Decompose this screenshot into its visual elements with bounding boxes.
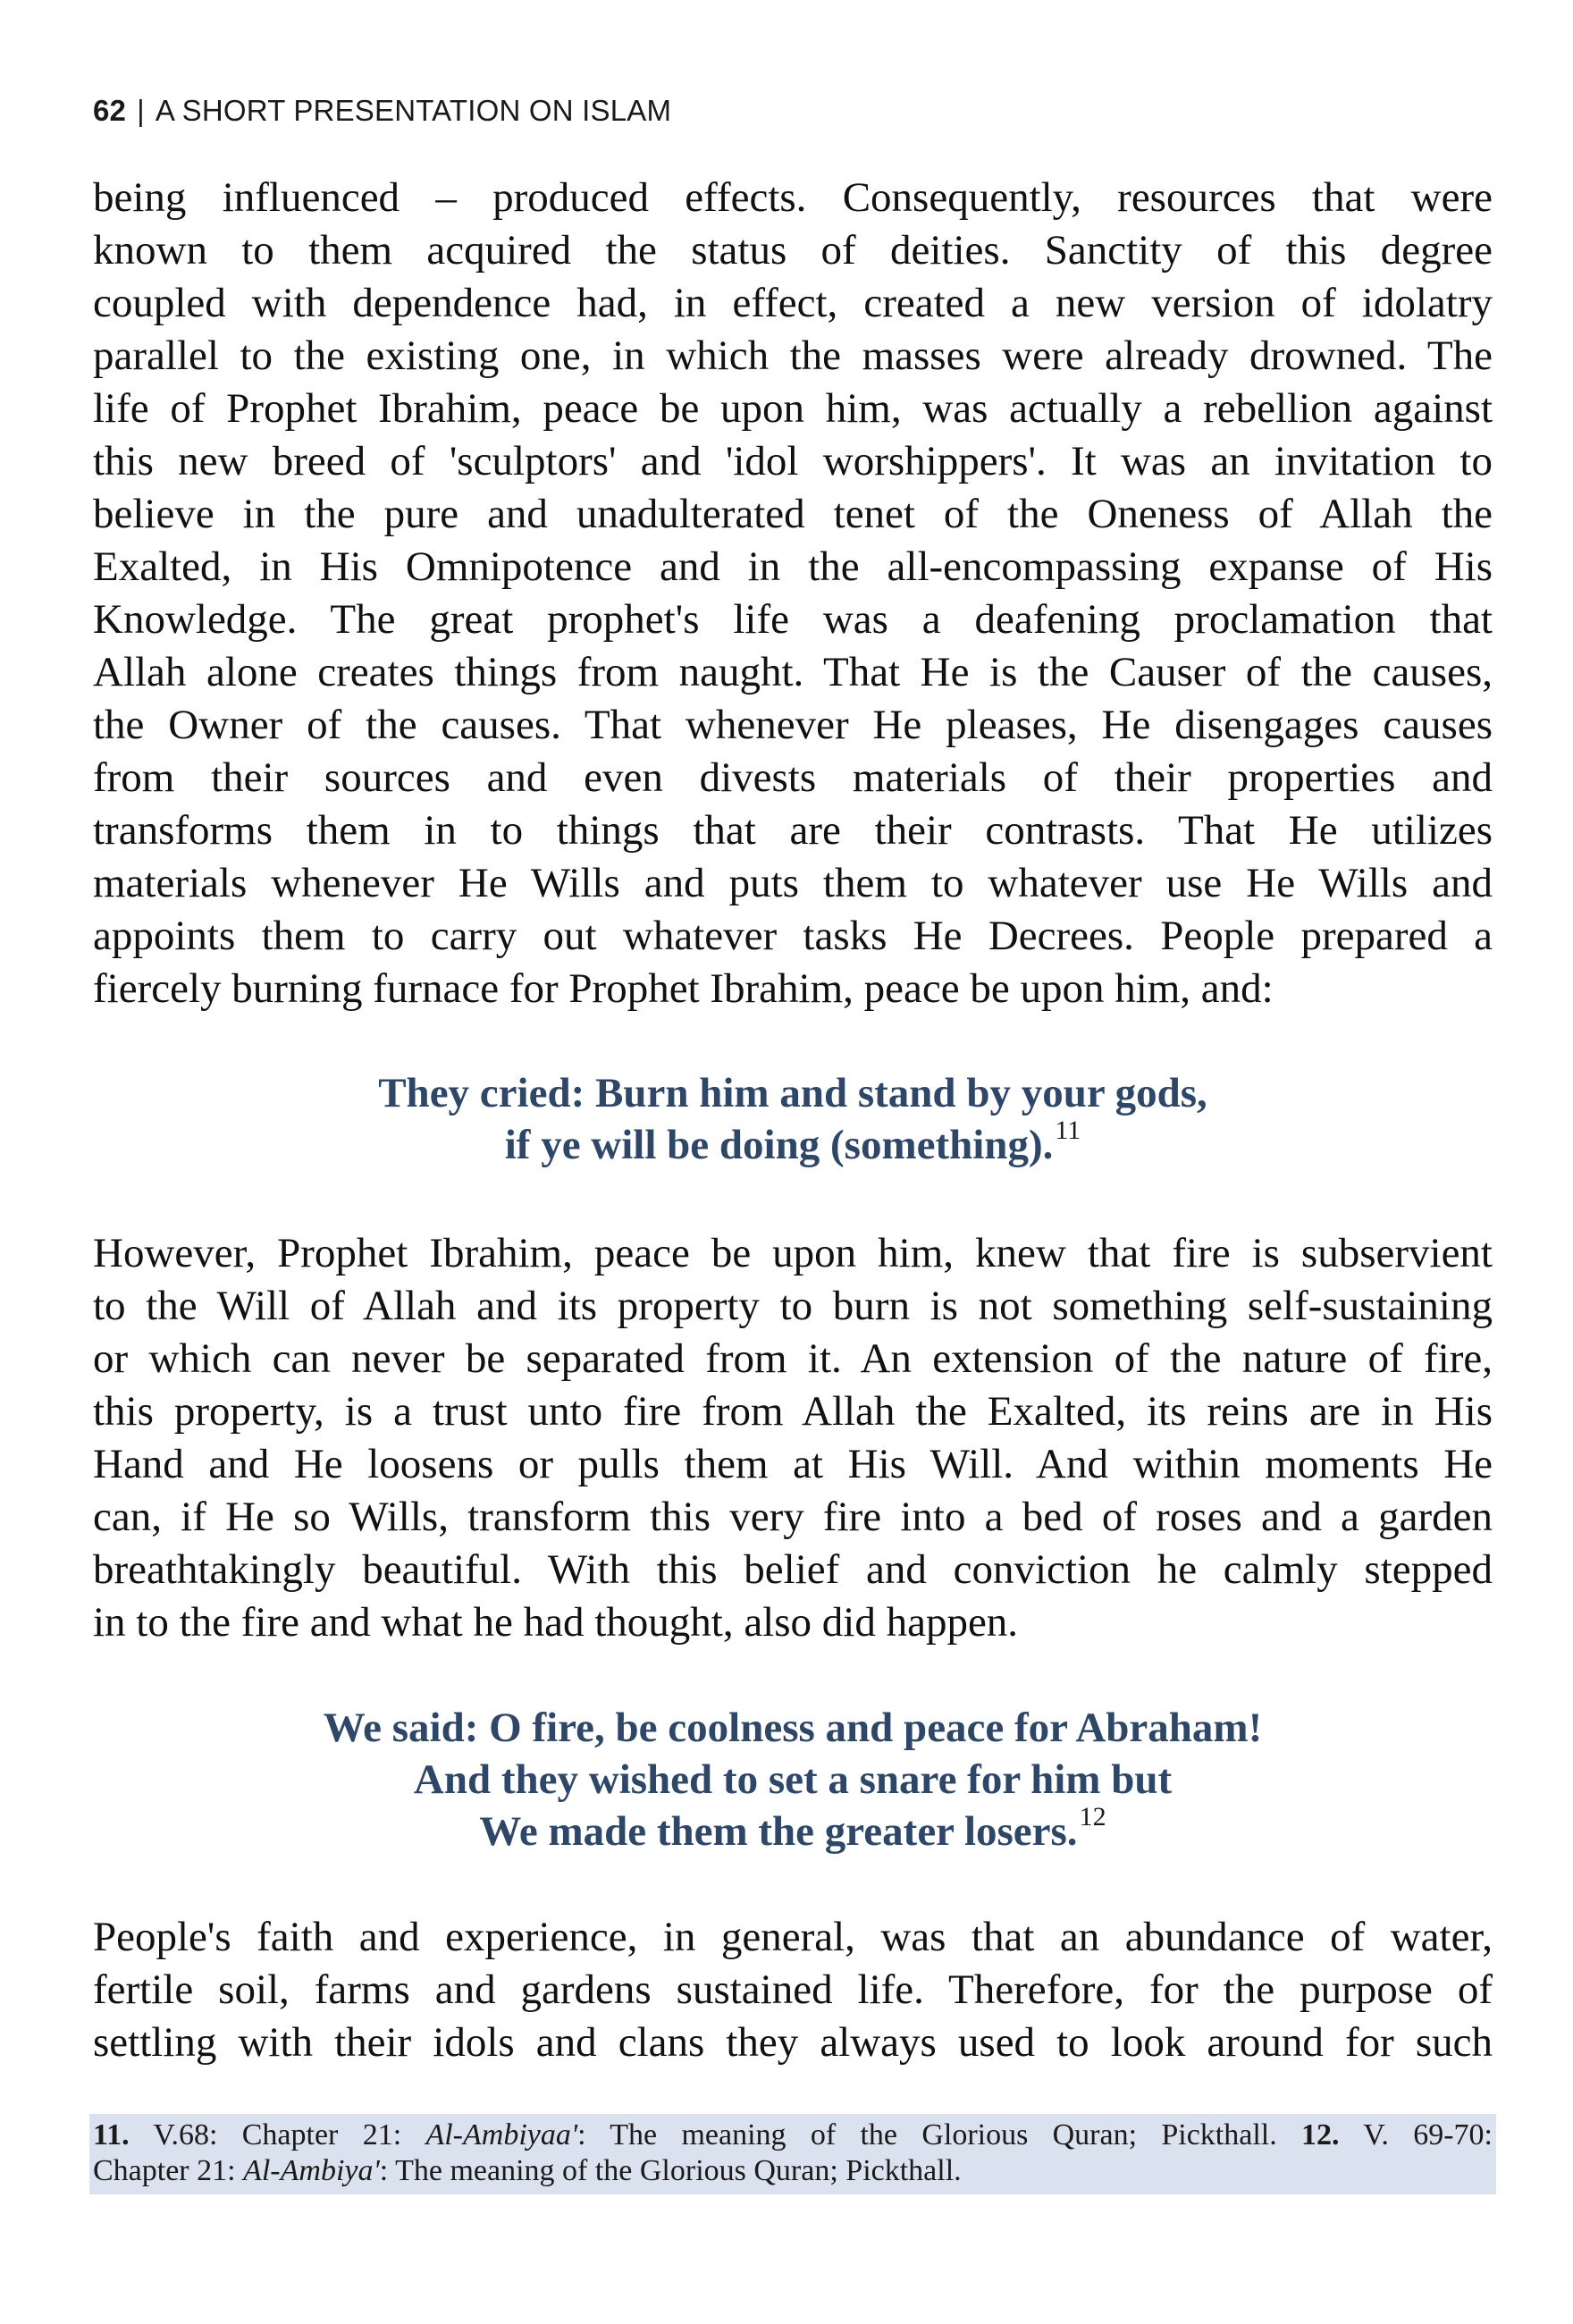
text-line: life of Prophet Ibrahim, peace be upon him, was actually a rebellion against <box>93 385 1493 432</box>
text-line: can, if He so Wills, transform this very fire into a bed of roses and a garden <box>93 1494 1493 1540</box>
text-line: transforms them in to things that are their contrasts. That He utilizes <box>93 807 1493 854</box>
quote-line: if ye will be doing (something). <box>504 1122 1054 1168</box>
footnote-ref-11[interactable]: 11 <box>1055 1116 1081 1145</box>
text-line: Knowledge. The great prophet's life was a deafening proclamation that <box>93 596 1493 643</box>
book-page <box>93 0 1493 2324</box>
footnote-12-chapter: Chapter 21: <box>93 2154 244 2187</box>
text-line: fiercely burning furnace for Prophet Ibrahim, peace be upon him, and: <box>93 965 1274 1012</box>
paragraph-1 <box>93 172 1493 1015</box>
quote-line: And they wished to set a snare for him but <box>413 1756 1173 1803</box>
footnote-11-source: : The meaning of the Glorious Quran; Pickthall. <box>577 2118 1302 2151</box>
text-line: Hand and He loosens or pulls them at His Will. And within moments He <box>93 1441 1493 1487</box>
footnote-line <box>93 2153 1493 2189</box>
text-line: to the Will of Allah and its property to burn is not something self-sustaining <box>93 1283 1493 1329</box>
text-line: fertile soil, farms and gardens sustained life. Therefore, for the purpose of <box>93 1966 1493 2013</box>
quran-quote-2 <box>93 1702 1493 1863</box>
running-header <box>93 93 671 129</box>
text-line: being influenced – produced effects. Consequently, resources that were <box>93 174 1493 221</box>
book-title: A SHORT PRESENTATION ON ISLAM <box>155 94 672 127</box>
text-line: Exalted, in His Omnipotence and in the all-encompassing expanse of His <box>93 543 1493 590</box>
text-line: or which can never be separated from it. An extension of the nature of fire, <box>93 1335 1493 1382</box>
text-line: the Owner of the causes. That whenever He pleases, He disengages causes <box>93 702 1493 748</box>
quote-line: We made them the greater losers. <box>479 1808 1078 1855</box>
text-line: Allah alone creates things from naught. That He is the Causer of the causes, <box>93 649 1493 695</box>
footnote-12-source: : The meaning of the Glorious Quran; Pickthall. <box>379 2154 962 2187</box>
paragraph-3 <box>93 1911 1493 2069</box>
text-line: coupled with dependence had, in effect, created a new version of idolatry <box>93 280 1493 326</box>
paragraph-2 <box>93 1227 1493 1649</box>
text-line: breathtakingly beautiful. With this belief and conviction he calmly stepped <box>93 1546 1493 1593</box>
text-line: believe in the pure and unadulterated tenet of the Oneness of Allah the <box>93 491 1493 537</box>
footnote-11-verse: V.68: Chapter 21: <box>129 2118 426 2151</box>
text-line: People's faith and experience, in general, was that an abundance of water, <box>93 1914 1493 1960</box>
text-line: from their sources and even divests materials of their properties and <box>93 754 1493 801</box>
footnote-ref-12[interactable]: 12 <box>1079 1802 1106 1831</box>
text-line: However, Prophet Ibrahim, peace be upon him, knew that fire is subservient <box>93 1230 1493 1276</box>
text-line: settling with their idols and clans they always used to look around for such <box>93 2019 1493 2066</box>
header-separator: | <box>137 94 145 127</box>
text-line: in to the fire and what he had thought, also did happen. <box>93 1599 1019 1646</box>
footnote-12-number: 12. <box>1301 2118 1340 2151</box>
text-line: appoints them to carry out whatever tasks He Decrees. People prepared a <box>93 913 1493 959</box>
footnote-11-surah: Al-Ambiyaa' <box>425 2118 578 2151</box>
text-line: this new breed of 'sculptors' and 'idol worshippers'. It was an invitation to <box>93 438 1493 484</box>
quran-quote-1 <box>93 1067 1493 1176</box>
footnote-line <box>93 2118 1493 2153</box>
footnotes-box <box>89 2114 1496 2194</box>
page-number: 62 <box>93 94 127 127</box>
text-line: materials whenever He Wills and puts them to whatever use He Wills and <box>93 860 1493 906</box>
footnote-12-verse: V. 69-70: <box>1339 2118 1493 2151</box>
quote-line: We said: O fire, be coolness and peace for Abraham! <box>323 1705 1263 1751</box>
text-line: known to them acquired the status of deities. Sanctity of this degree <box>93 227 1493 274</box>
text-line: this property, is a trust unto fire from Allah the Exalted, its reins are in His <box>93 1388 1493 1435</box>
quote-line: They cried: Burn him and stand by your gods, <box>378 1070 1207 1116</box>
text-line: parallel to the existing one, in which the masses were already drowned. The <box>93 333 1493 379</box>
footnote-11-number: 11. <box>93 2118 130 2151</box>
footnote-12-surah: Al-Ambiya' <box>243 2154 380 2187</box>
